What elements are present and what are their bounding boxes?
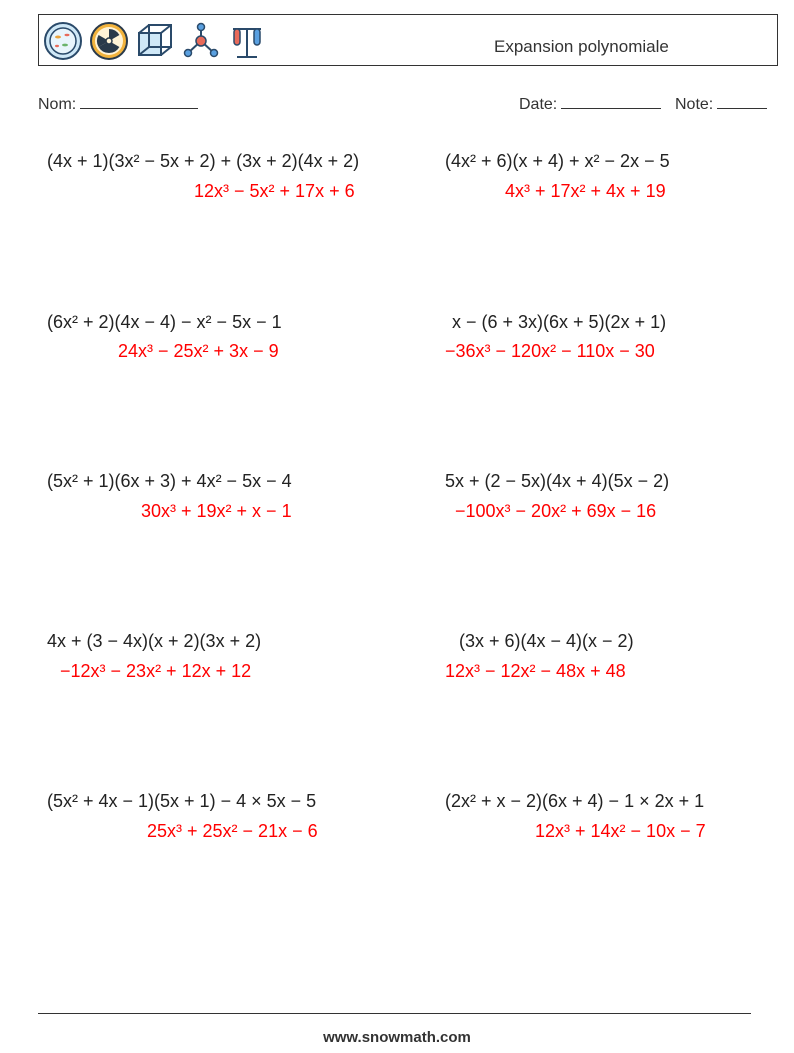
page-title: Expansion polynomiale bbox=[494, 37, 669, 56]
problem-6-answer: −100x³ − 20x² + 69x − 16 bbox=[455, 501, 657, 521]
petri-dish-icon bbox=[43, 21, 83, 61]
name-blank[interactable] bbox=[80, 94, 198, 109]
problem-2-question: (4x² + 6)(x + 4) + x² − 2x − 5 bbox=[445, 151, 670, 171]
problem-10-question: (2x² + x − 2)(6x + 4) − 1 × 2x + 1 bbox=[445, 791, 705, 811]
header-box bbox=[38, 14, 778, 66]
problem-10-answer: 12x³ + 14x² − 10x − 7 bbox=[535, 821, 706, 841]
problem-8-answer: 12x³ − 12x² − 48x + 48 bbox=[445, 661, 626, 681]
problem-2-answer: 4x³ + 17x² + 4x + 19 bbox=[505, 181, 666, 201]
name-label: Nom: bbox=[38, 96, 77, 113]
grade-label: Note: bbox=[675, 96, 714, 113]
header-icons bbox=[43, 20, 267, 62]
date-blank[interactable] bbox=[561, 94, 661, 109]
footer-divider bbox=[38, 1013, 751, 1014]
problem-6-question: 5x + (2 − 5x)(4x + 4)(5x − 2) bbox=[445, 471, 670, 491]
footer-url[interactable]: www.snowmath.com bbox=[323, 1029, 471, 1046]
molecule-icon bbox=[181, 21, 221, 61]
problem-1-answer: 12x³ − 5x² + 17x + 6 bbox=[194, 181, 355, 201]
test-tubes-icon bbox=[227, 21, 267, 61]
grade-blank[interactable] bbox=[717, 94, 767, 109]
problem-3-question: (6x² + 2)(4x − 4) − x² − 5x − 1 bbox=[47, 312, 282, 332]
problem-8-question: (3x + 6)(4x − 4)(x − 2) bbox=[459, 631, 634, 651]
problem-3-answer: 24x³ − 25x² + 3x − 9 bbox=[118, 341, 279, 361]
problem-5-question: (5x² + 1)(6x + 3) + 4x² − 5x − 4 bbox=[47, 471, 292, 491]
radiation-icon bbox=[89, 21, 129, 61]
problem-5-answer: 30x³ + 19x² + x − 1 bbox=[141, 501, 292, 521]
grade-field bbox=[675, 94, 767, 114]
date-label: Date: bbox=[519, 96, 558, 113]
name-field bbox=[38, 94, 198, 114]
problem-7-answer: −12x³ − 23x² + 12x + 12 bbox=[60, 661, 252, 681]
problem-7-question: 4x + (3 − 4x)(x + 2)(3x + 2) bbox=[47, 631, 262, 651]
problem-9-question: (5x² + 4x − 1)(5x + 1) − 4 × 5x − 5 bbox=[47, 791, 317, 811]
problem-9-answer: 25x³ + 25x² − 21x − 6 bbox=[147, 821, 318, 841]
problem-1-question: (4x + 1)(3x² − 5x + 2) + (3x + 2)(4x + 2) bbox=[47, 151, 360, 171]
cube-icon bbox=[135, 21, 175, 61]
problem-4-answer: −36x³ − 120x² − 110x − 30 bbox=[445, 341, 655, 361]
date-field bbox=[519, 94, 661, 114]
problem-4-question: x − (6 + 3x)(6x + 5)(2x + 1) bbox=[452, 312, 667, 332]
